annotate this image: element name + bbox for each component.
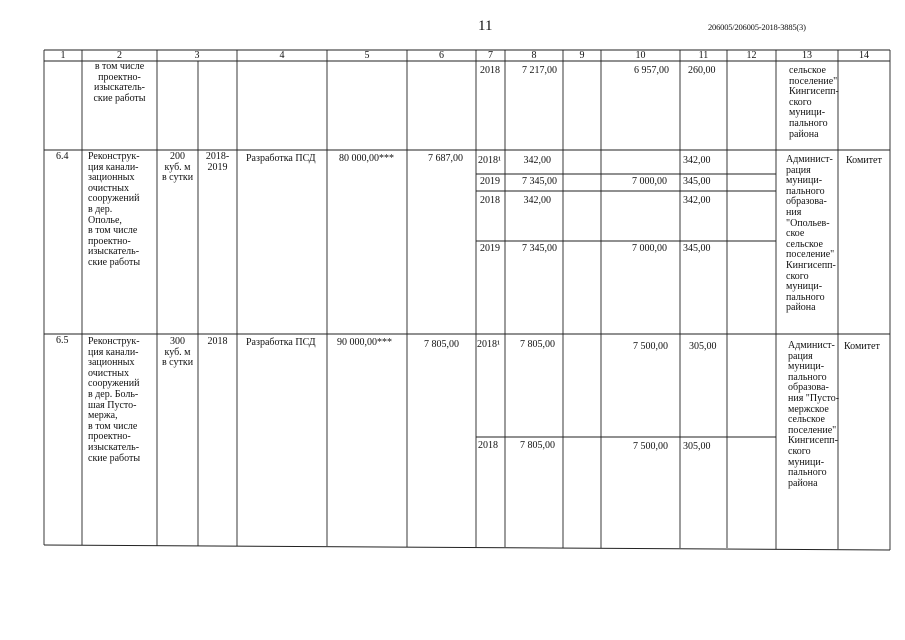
col-header-5: 5 <box>364 50 370 61</box>
row-6-4-sub2-col8: 7 345,00 <box>522 176 557 187</box>
col-header-13: 13 <box>802 50 812 61</box>
row-6-5-capacity: 300 куб. м в сутки <box>161 336 194 369</box>
col-header-12: 12 <box>746 50 757 61</box>
row-6-4-sub4-col11: 345,00 <box>683 243 711 254</box>
col-header-1: 1 <box>60 50 66 61</box>
row-6-4-period: 2018- 2019 <box>205 151 230 173</box>
row-6-4-stage: Разработка ПСД <box>246 153 316 164</box>
col-header-11: 11 <box>698 50 709 61</box>
col-header-9: 9 <box>579 50 585 61</box>
row-6-4-col6: 7 687,00 <box>428 153 463 164</box>
row-6-4-capacity: 200 куб. м в сутки <box>161 151 194 184</box>
col-header-14: 14 <box>859 50 869 61</box>
table-bottom-line <box>44 545 890 550</box>
row-6-4-sub3-col8: 342,00 <box>523 195 551 206</box>
row-6-5-sub1-col10: 7 500,00 <box>633 341 668 352</box>
col-header-6: 6 <box>439 50 444 61</box>
row-6-5-sub2-col8: 7 805,00 <box>520 440 555 451</box>
continued-col10: 6 957,00 <box>634 65 669 76</box>
page-number: 11 <box>478 18 493 34</box>
row-6-5-sub1-col11: 305,00 <box>689 341 717 352</box>
row-6-5-stage: Разработка ПСД <box>246 337 316 348</box>
row-6-4-sub2-col10: 7 000,00 <box>632 176 667 187</box>
row-6-5-cost: 90 000,00*** <box>337 337 392 348</box>
row-6-5-sub2-year: 2018 <box>478 440 498 451</box>
row-6-5-number: 6.5 <box>56 335 69 346</box>
row-6-4-sub2-year: 2019 <box>480 176 500 187</box>
continued-col13: сельское поселение" Кингисепп- ского муници- пального района <box>789 65 839 140</box>
row-6-4-sub4-col8: 7 345,00 <box>522 243 557 254</box>
row-6-5-sub2-col11: 305,00 <box>683 441 711 452</box>
row-6-5-sub1-year: 2018¹ <box>477 339 500 350</box>
col-header-10: 10 <box>635 50 646 61</box>
row-6-4-sub3-year: 2018 <box>480 195 500 206</box>
row-6-5-col13: Админист- рация муници- пального образова- ния "Пусто- мержское сельское поселение" Кингисепп- ского муници- пального района <box>788 340 840 489</box>
row-6-4-cost: 80 000,00*** <box>339 153 394 164</box>
row-6-5-sub2-col10: 7 500,00 <box>633 441 668 452</box>
row-6-4-sub4-col10: 7 000,00 <box>632 243 667 254</box>
row-6-5-period: 2018 <box>207 336 228 347</box>
col-header-4: 4 <box>279 50 285 61</box>
row-6-5-col6: 7 805,00 <box>424 339 459 350</box>
row-6-4-col14: Комитет <box>846 155 882 166</box>
row-6-4-name: Реконструк- ция канали- зационных очистных сооружений в дер. Ополье, в том числе проектно- изыскатель- ские работы <box>88 151 141 268</box>
row-6-4-sub1-col8: 342,00 <box>523 155 551 166</box>
col-header-7: 7 <box>488 50 493 61</box>
row-6-4-sub4-year: 2019 <box>480 243 500 254</box>
row-6-4-sub1-col11: 342,00 <box>683 155 711 166</box>
col-header-8: 8 <box>531 50 537 61</box>
row-6-5-name: Реконструк- ция канали- зационных очистных сооружений в дер. Боль- шая Пусто- мержа, в том числе проектно- изыскатель- ские работы <box>88 336 141 464</box>
row-6-5-col14: Комитет <box>844 341 880 352</box>
row-6-4-sub3-col11: 342,00 <box>683 195 711 206</box>
continued-col11: 260,00 <box>688 65 716 76</box>
continued-year: 2018 <box>480 65 500 76</box>
continued-col8: 7 217,00 <box>522 65 557 76</box>
row-6-4-sub1-year: 2018¹ <box>478 155 501 166</box>
col-header-2: 2 <box>117 50 122 61</box>
row-6-4-sub2-col11: 345,00 <box>683 176 711 187</box>
document-code: 206005/206005-2018-3885(3) <box>708 22 806 32</box>
row-6-4-number: 6.4 <box>56 151 69 162</box>
col-header-3: 3 <box>194 50 200 61</box>
row-6-5-sub1-col8: 7 805,00 <box>520 339 555 350</box>
continued-name: в том числе проектно- изыскатель- ские работы <box>93 61 146 104</box>
row-6-4-col13: Админист- рация муници- пального образова- ния "Опольев- ское сельское поселение" Кингисепп- ского муници- пального района <box>786 154 836 314</box>
